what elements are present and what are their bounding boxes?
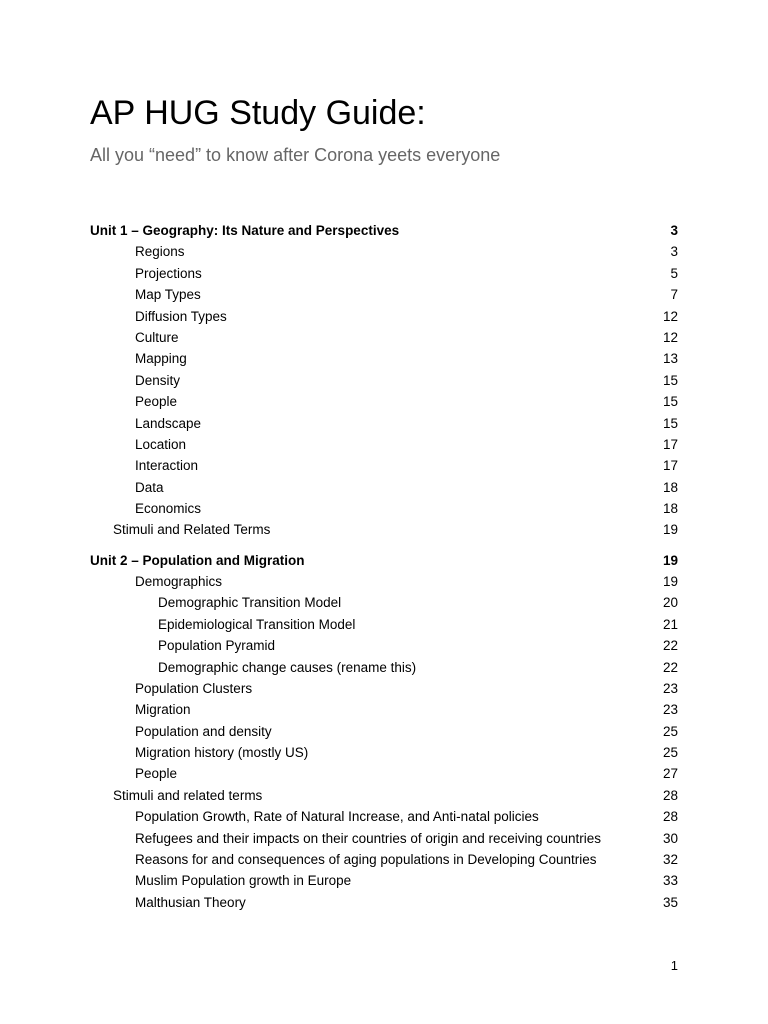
toc-entry-label: People — [135, 766, 178, 782]
toc-entry[interactable] — [90, 892, 678, 913]
toc-entry[interactable] — [90, 477, 678, 498]
toc-entry-page: 12 — [662, 308, 678, 324]
toc-entry-label: Unit 1 – Geography: Its Nature and Perspectives — [90, 223, 400, 238]
toc-entry-page: 20 — [662, 595, 678, 611]
toc-entry[interactable] — [90, 742, 678, 763]
toc-entry-page: 5 — [670, 265, 678, 281]
toc-subentry[interactable] — [90, 657, 678, 678]
document-title: AP HUG Study Guide: — [90, 94, 426, 132]
toc-entry-label: Stimuli and related terms — [113, 787, 263, 803]
toc-entry-label: Population and density — [135, 723, 272, 739]
toc-entry-page: 25 — [662, 745, 678, 761]
toc-entry-label: Location — [135, 436, 187, 452]
toc-entry-page: 3 — [670, 244, 678, 260]
toc-entry[interactable] — [90, 678, 678, 699]
toc-entry-label: Density — [135, 372, 181, 388]
toc-entry-label: Population Clusters — [135, 680, 253, 696]
toc-entry-page: 25 — [662, 723, 678, 739]
toc-entry-label: Diffusion Types — [135, 308, 227, 324]
toc-entry-page: 15 — [662, 372, 678, 388]
toc-entry-stimuli[interactable] — [90, 519, 678, 540]
toc-entry-label: Reasons for and consequences of aging populations in Developing Countries — [135, 852, 597, 868]
toc-subentry[interactable] — [90, 592, 678, 613]
toc-entry-page: 15 — [662, 394, 678, 410]
toc-entry-page: 18 — [662, 501, 678, 517]
toc-entry-page: 27 — [662, 766, 678, 782]
toc-entry[interactable] — [90, 806, 678, 827]
toc-unit-1[interactable] — [90, 220, 678, 241]
toc-entry-page: 28 — [662, 809, 678, 825]
toc-entry-label: Data — [135, 479, 164, 495]
toc-entry-label: Migration — [135, 702, 191, 718]
toc-entry[interactable] — [90, 498, 678, 519]
toc-entry-label: Epidemiological Transition Model — [158, 616, 356, 632]
toc-entry-label: Unit 2 – Population and Migration — [90, 552, 305, 568]
toc-entry-page: 28 — [662, 787, 678, 803]
toc-entry-label: Population Pyramid — [158, 638, 276, 654]
toc-entry-label: Demographic Transition Model — [158, 595, 342, 611]
toc-entry[interactable] — [90, 263, 678, 284]
toc-entry[interactable] — [90, 413, 678, 434]
toc-entry-label: Culture — [135, 329, 179, 345]
toc-entry-label: Demographic change causes (rename this) — [158, 659, 417, 675]
toc-entry-page: 22 — [662, 638, 678, 654]
toc-subentry[interactable] — [90, 635, 678, 656]
document-subtitle: All you “need” to know after Corona yeets everyone — [90, 145, 501, 165]
toc-entry[interactable] — [90, 391, 678, 412]
toc-entry-page: 19 — [662, 522, 678, 538]
toc-entry-page: 19 — [662, 552, 678, 568]
toc-entry-page: 13 — [662, 351, 678, 367]
toc-entry-page: 12 — [662, 329, 678, 345]
toc-entry[interactable] — [90, 828, 678, 849]
toc-entry-label: Economics — [135, 501, 202, 517]
toc-entry-label: Migration history (mostly US) — [135, 745, 309, 761]
toc-entry-page: 21 — [662, 616, 678, 632]
toc-entry-label: Malthusian Theory — [135, 894, 246, 910]
toc-entry[interactable] — [90, 455, 678, 476]
toc-entry-page: 17 — [662, 458, 678, 474]
toc-entry[interactable] — [90, 306, 678, 327]
toc-entry[interactable] — [90, 434, 678, 455]
toc-entry[interactable] — [90, 348, 678, 369]
toc-entry-label: Stimuli and Related Terms — [113, 522, 271, 538]
toc-entry-page: 33 — [662, 873, 678, 889]
page-number: 1 — [670, 958, 678, 973]
toc-entry-page: 17 — [662, 436, 678, 452]
toc-entry-stimuli[interactable] — [90, 785, 678, 806]
table-of-contents — [90, 220, 678, 913]
toc-entry-label: Landscape — [135, 415, 202, 431]
toc-entry-page: 35 — [662, 894, 678, 910]
section-gap — [90, 541, 678, 550]
toc-entry[interactable] — [90, 699, 678, 720]
toc-entry[interactable] — [90, 849, 678, 870]
toc-entry[interactable] — [90, 284, 678, 305]
toc-entry[interactable] — [90, 721, 678, 742]
toc-entry-label: Mapping — [135, 351, 187, 367]
toc-subentry[interactable] — [90, 614, 678, 635]
toc-entry-page: 18 — [662, 479, 678, 495]
toc-entry-page: 15 — [662, 415, 678, 431]
toc-entry-page: 7 — [670, 287, 678, 303]
toc-entry[interactable] — [90, 571, 678, 592]
toc-entry-label: Interaction — [135, 458, 199, 474]
toc-entry-page: 19 — [662, 573, 678, 589]
toc-entry[interactable] — [90, 763, 678, 784]
toc-entry-label: Population Growth, Rate of Natural Increase, and Anti-natal policies — [135, 809, 539, 825]
toc-entry-label: Map Types — [135, 287, 201, 303]
toc-entry-label: Projections — [135, 265, 202, 281]
toc-entry-page: 23 — [662, 680, 678, 696]
toc-entry[interactable] — [90, 241, 678, 262]
toc-entry-label: Refugees and their impacts on their countries of origin and receiving countries — [135, 830, 602, 846]
toc-entry-page: 30 — [662, 830, 678, 846]
toc-entry-label: People — [135, 394, 178, 410]
toc-entry-page: 32 — [662, 852, 678, 868]
toc-entry-label: Demographics — [135, 573, 223, 589]
toc-unit-2[interactable] — [90, 550, 678, 571]
toc-entry-label: Regions — [135, 244, 185, 260]
toc-entry-label: Muslim Population growth in Europe — [135, 873, 352, 889]
toc-entry[interactable] — [90, 327, 678, 348]
toc-entry-page: 3 — [670, 223, 678, 238]
toc-entry[interactable] — [90, 870, 678, 891]
toc-entry-page: 23 — [662, 702, 678, 718]
toc-entry-page: 22 — [662, 659, 678, 675]
toc-entry[interactable] — [90, 370, 678, 391]
